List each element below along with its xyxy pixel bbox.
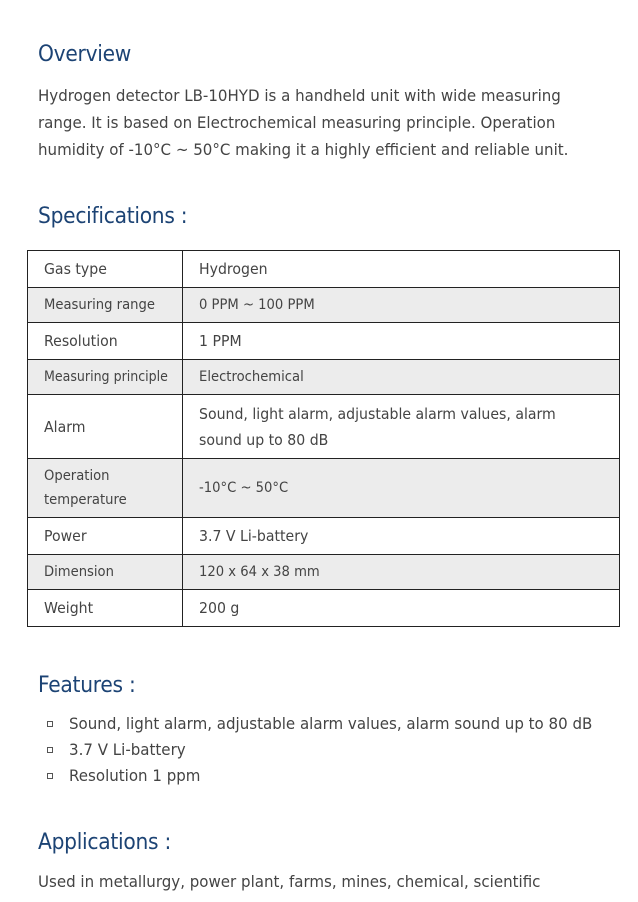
spec-label: Alarm [28, 395, 183, 459]
spec-value: 0 PPM ~ 100 PPM [182, 288, 619, 323]
spec-value: -10°C ~ 50°C [182, 459, 619, 518]
features-list [45, 711, 626, 789]
spec-row-gas-type [28, 251, 620, 288]
features-heading: Features : [38, 673, 136, 698]
spec-row-dimension [28, 555, 620, 590]
spec-label: Power [28, 518, 183, 555]
spec-label: Gas type [28, 251, 183, 288]
spec-row-measuring-principle [28, 360, 620, 395]
square-bullet-icon [47, 721, 53, 727]
overview-paragraph [38, 82, 638, 163]
spec-value: Sound, light alarm, adjustable alarm values, alarm sound up to 80 dB [182, 395, 619, 459]
spec-value: Hydrogen [182, 251, 619, 288]
spec-label: Resolution [28, 323, 183, 360]
specifications-heading: Specifications : [38, 204, 188, 229]
spec-label: Measuring range [28, 288, 183, 323]
specifications-table [27, 250, 620, 627]
overview-line: Hydrogen detector LB-10HYD is a handheld unit with wide measuring [38, 86, 561, 105]
overview-line: humidity of -10°C ~ 50°C making it a highly efficient and reliable unit. [38, 140, 569, 159]
spec-row-resolution [28, 323, 620, 360]
spec-value: Electrochemical [182, 360, 619, 395]
square-bullet-icon [47, 747, 53, 753]
square-bullet-icon [47, 773, 53, 779]
spec-row-alarm [28, 395, 620, 459]
overview-line: range. It is based on Electrochemical measuring principle. Operation [38, 113, 556, 132]
spec-label: Operation temperature [28, 459, 183, 518]
list-item: 3.7 V Li-battery [45, 737, 626, 763]
applications-text: Used in metallurgy, power plant, farms, mines, chemical, scientific [38, 872, 541, 891]
spec-label: Measuring principle [28, 360, 183, 395]
spec-row-weight [28, 590, 620, 627]
applications-heading: Applications : [38, 830, 172, 855]
spec-row-measuring-range [28, 288, 620, 323]
spec-label: Dimension [28, 555, 183, 590]
list-item: Resolution 1 ppm [45, 763, 626, 789]
spec-label: Weight [28, 590, 183, 627]
list-item: Sound, light alarm, adjustable alarm values, alarm sound up to 80 dB [45, 711, 626, 737]
spec-value: 200 g [182, 590, 619, 627]
spec-row-power [28, 518, 620, 555]
overview-heading: Overview [38, 42, 132, 67]
applications-paragraph [38, 868, 638, 895]
spec-value: 1 PPM [182, 323, 619, 360]
spec-value: 120 x 64 x 38 mm [182, 555, 619, 590]
spec-value: 3.7 V Li-battery [182, 518, 619, 555]
spec-row-operation-temperature [28, 459, 620, 518]
